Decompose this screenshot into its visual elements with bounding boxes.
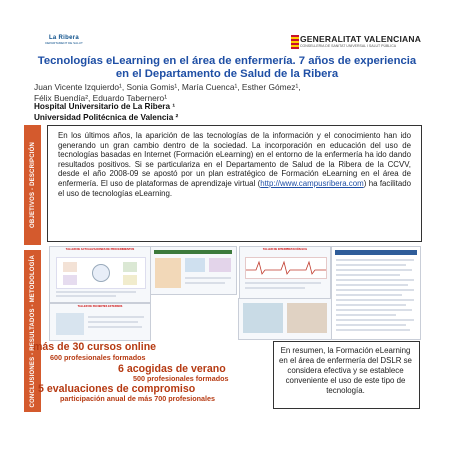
hands-photo (155, 258, 181, 288)
list-row (336, 314, 396, 316)
list-row (336, 279, 414, 281)
list-row (336, 299, 414, 301)
course-photo (209, 258, 231, 272)
screenshot-outpatients-title: TALLER DE PACIENTES EXTERNOS (77, 305, 123, 308)
side-label-conclusions-text: CONCLUSIONES - RESULTADOS - METODOLOGÍA (29, 254, 36, 408)
list-row (336, 289, 414, 291)
campus-link[interactable]: http://www.campusribera.com (260, 178, 364, 188)
la-ribera-logo-subtext: DEPARTAMENT DE SALUT (45, 41, 83, 45)
ecg-strip-image (245, 257, 327, 279)
list-row (336, 329, 410, 331)
list-row (336, 269, 412, 271)
screenshot-platform-listing (331, 246, 421, 340)
nursing-photo (287, 303, 327, 333)
generalitat-valenciana-logo (300, 34, 430, 56)
stat-summer-sessions: 6 acogidas de verano (118, 363, 226, 375)
screenshot-course-page (150, 246, 237, 295)
list-row (336, 324, 406, 326)
text-line (245, 287, 305, 289)
poster-title: Tecnologías eLearning en el área de enfermería. 7 años de experiencia en el Departamento de Salud de la Ribera (37, 55, 417, 80)
author-list (34, 82, 424, 104)
text-line (185, 282, 225, 284)
screenshot-ecg-workshop (239, 246, 331, 300)
stat-summer-detail: 500 profesionales formados (133, 374, 229, 383)
author-line-1: Juan Vicente Izquierdo¹, Sonia Gomis¹, María Cuenca¹, Esther Gómez¹, (34, 82, 301, 92)
text-line (88, 321, 138, 323)
list-row (336, 309, 412, 311)
list-row (336, 284, 408, 286)
screenshot-outpatients-workshop (49, 303, 151, 341)
text-line (88, 326, 142, 328)
intro-paragraph (58, 131, 411, 198)
text-line (56, 291, 136, 293)
conclusion-text: En resumen, la Formación eLearning en el área de enfermería del DSLR se considera efectiva y se establece conveniente el uso de este tipo de tecnología. (279, 346, 412, 395)
list-row (336, 319, 414, 321)
author-line-2: Félix Buendía², Eduardo Tabernero¹ (34, 93, 167, 103)
thumbnail-image (123, 262, 137, 272)
text-line (88, 316, 144, 318)
stat-courses-detail: 600 profesionales formados (50, 353, 146, 362)
platform-header-bar (335, 250, 417, 255)
list-row (336, 274, 400, 276)
course-photo (185, 258, 205, 272)
affiliation-university: Universidad Politécnica de Valencia ² (34, 113, 179, 122)
nursing-photo (243, 303, 283, 333)
thumbnail-image (123, 275, 137, 285)
procedures-diagram-image (56, 257, 146, 289)
la-ribera-logo-text: La Ribera (48, 35, 80, 41)
list-row (336, 259, 414, 261)
list-row (336, 264, 406, 266)
thumbnail-image (63, 275, 77, 285)
workshop-photo (56, 313, 84, 335)
text-line (56, 295, 116, 297)
screenshot-nursing-photos (238, 298, 332, 340)
text-line (185, 277, 231, 279)
person-icon (92, 264, 110, 282)
side-label-objectives (24, 125, 41, 245)
affiliation-hospital: Hospital Universitario de La Ribera ¹ (34, 102, 176, 111)
generalitat-emblem-icon (291, 35, 299, 49)
la-ribera-logo (34, 35, 94, 55)
screenshot-ecg-title: TALLER DE INTERPRETACIÓN ECG (262, 248, 308, 251)
stat-evaluations-detail: participación anual de más 700 profesionales (60, 394, 215, 403)
side-label-objectives-text: OBJETIVOS - DESCRIPCIÓN (29, 142, 36, 228)
thumbnail-image (63, 262, 77, 272)
screenshot-procedures-workshop (49, 246, 151, 303)
generalitat-logo-subtext: CONSELLERIA DE SANITAT UNIVERSAL I SALUT PÚBLICA (300, 44, 397, 48)
list-row (336, 304, 406, 306)
header-bar (154, 250, 232, 254)
ecg-wave-icon (246, 258, 326, 278)
generalitat-logo-text: GENERALITAT VALENCIANA (300, 34, 422, 44)
screenshot-procedures-title: TALLER DE ACTUALIZACIONES DE PROCEDIMIENTOS (65, 248, 135, 251)
text-line (245, 282, 321, 284)
stat-courses: más de 30 cursos online (33, 341, 157, 353)
stat-evaluations: 5 evaluaciones de compromiso (38, 383, 196, 395)
list-row (336, 294, 402, 296)
intro-text-a: En los últimos años, la aparición de las tecnologías de la información y el conocimiento han ido generando un gran cambio dentro de la sociedad. La incorporación en educación del uso de tecnologías basadas en Internet (Formación eLearning) en el entorno de la enfermería ha ido dando resultados positivos. Si se particulariza en el Departamento de Salud de la Ribera de la CCVV, desde el año 2008-09 se apostó por un plan estratégico de Formación eLearning en el área de enfermería. El uso de plataformas de aprendizaje virtual ( (58, 131, 411, 188)
intro-text-b: ) ha facilitado el uso de tecnologías eLearning. (58, 178, 411, 198)
